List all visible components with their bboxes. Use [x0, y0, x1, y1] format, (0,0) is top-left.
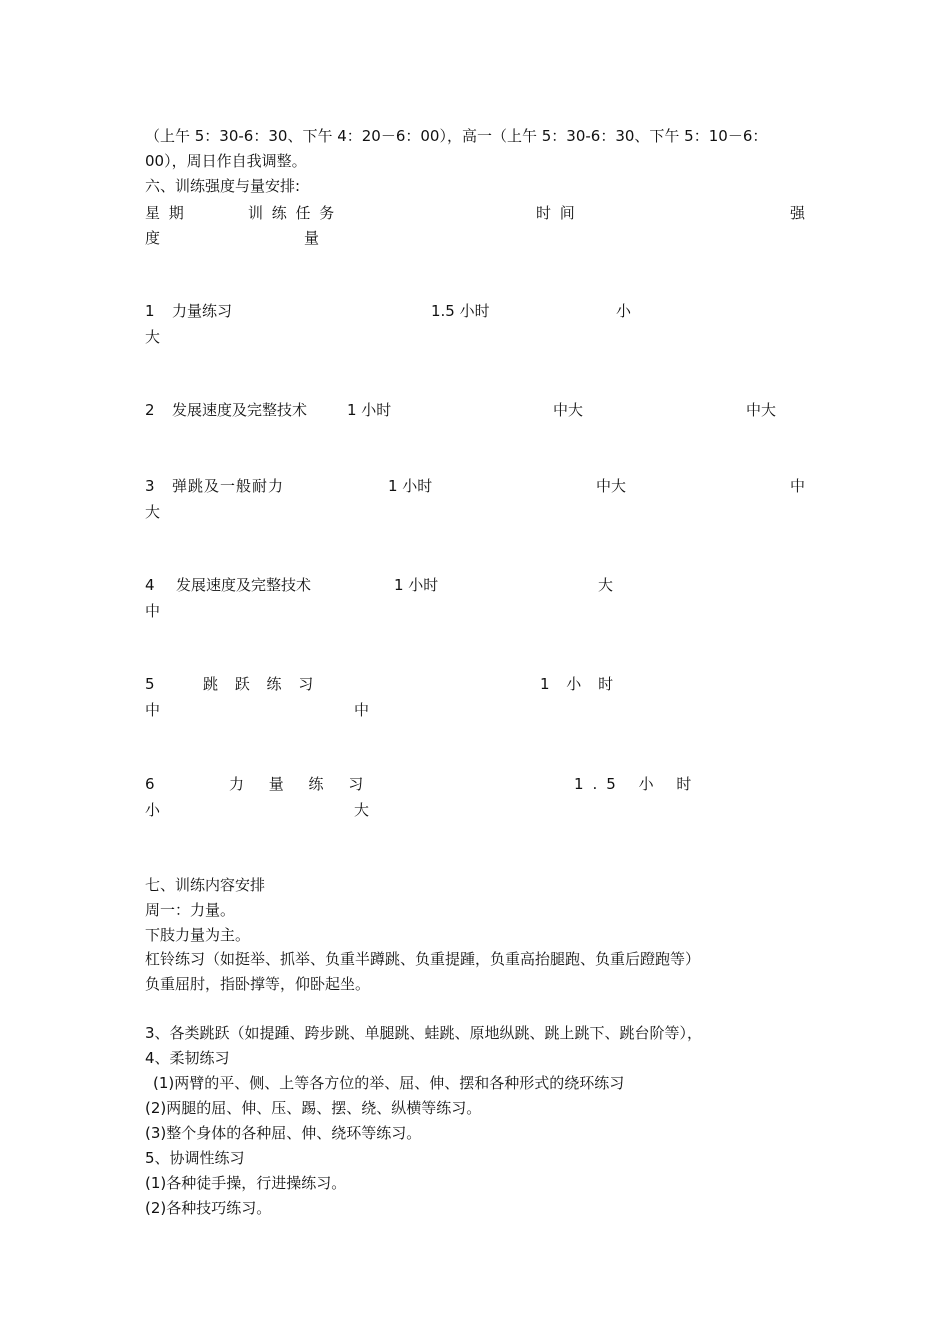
row-day: 4 [145, 576, 155, 594]
row-volume: 大 [354, 801, 370, 819]
list-item: (2)两腿的屈、伸、压、踢、摆、绕、纵横等练习。 [145, 1099, 482, 1117]
header-task: 训 练 任 务 [248, 204, 337, 222]
list-item: (1)两臂的平、侧、上等各方位的举、屈、伸、摆和各种形式的绕环练习 [153, 1074, 625, 1092]
row-volume-cont: 大 [145, 503, 161, 521]
row-day: 1 [145, 302, 155, 320]
row-intensity: 中大 [553, 401, 584, 419]
row-volume: 中 [354, 701, 370, 719]
row-intensity: 大 [598, 576, 614, 594]
header-weekday: 星 期 [145, 204, 186, 222]
list-item: (1)各种徒手操，行进操练习。 [145, 1174, 347, 1192]
paragraph-line: 负重屈肘，指卧撑等，仰卧起坐。 [145, 975, 371, 993]
header-intensity: 强 [790, 204, 806, 222]
row-time: 1 小 时 [540, 675, 620, 693]
row-time: 1.5 小时 [431, 302, 490, 320]
header-time: 时 间 [536, 204, 577, 222]
coordination-heading: 5、协调性练习 [145, 1149, 245, 1167]
intro-line-1: （上午 5：30-6：30、下午 4：20－6：00），高一（上午 5：30-6：30、下午 5：10－6： [145, 127, 768, 145]
paragraph-line: 周一：力量。 [145, 901, 236, 919]
row-task: 发展速度及完整技术 [172, 401, 308, 419]
list-item: (2)各种技巧练习。 [145, 1199, 272, 1217]
row-time: 1 小时 [394, 576, 439, 594]
row-time: 1.5 小 时 [574, 775, 701, 793]
row-intensity: 小 [616, 302, 632, 320]
row-day: 2 [145, 401, 155, 419]
header-volume: 量 [304, 229, 320, 247]
row-volume: 大 [145, 328, 161, 346]
jump-training-line: 3、各类跳跃（如提踵、跨步跳、单腿跳、蛙跳、原地纵跳、跳上跳下、跳台阶等）， [145, 1024, 703, 1042]
row-intensity: 中大 [596, 477, 627, 495]
row-day: 5 [145, 675, 155, 693]
row-task: 力 量 练 习 [229, 775, 374, 793]
row-time: 1 小时 [347, 401, 392, 419]
row-task: 跳 跃 练 习 [203, 675, 320, 693]
row-task: 发展速度及完整技术 [176, 576, 312, 594]
row-task: 力量练习 [172, 302, 233, 320]
row-day: 3 [145, 477, 155, 495]
list-item: (3)整个身体的各种屈、伸、绕环等练习。 [145, 1124, 422, 1142]
flexibility-heading: 4、柔韧练习 [145, 1049, 230, 1067]
row-task: 弹跳及一般耐力 [172, 477, 285, 495]
header-intensity-cont: 度 [145, 229, 161, 247]
intro-line-2: 00），周日作自我调整。 [145, 152, 307, 170]
paragraph-line: 下肢力量为主。 [145, 926, 251, 944]
row-time: 1 小时 [388, 477, 433, 495]
paragraph-line: 杠铃练习（如挺举、抓举、负重半蹲跳、负重提踵，负重高抬腿跑、负重后蹬跑等） [145, 950, 701, 968]
row-volume: 中大 [746, 401, 777, 419]
row-day: 6 [145, 775, 155, 793]
section-6-heading: 六、训练强度与量安排: [145, 177, 301, 195]
row-volume: 中 [145, 602, 161, 620]
row-intensity: 小 [145, 801, 161, 819]
row-volume: 中 [790, 477, 806, 495]
row-intensity: 中 [145, 701, 161, 719]
section-7-heading: 七、训练内容安排 [145, 876, 266, 894]
